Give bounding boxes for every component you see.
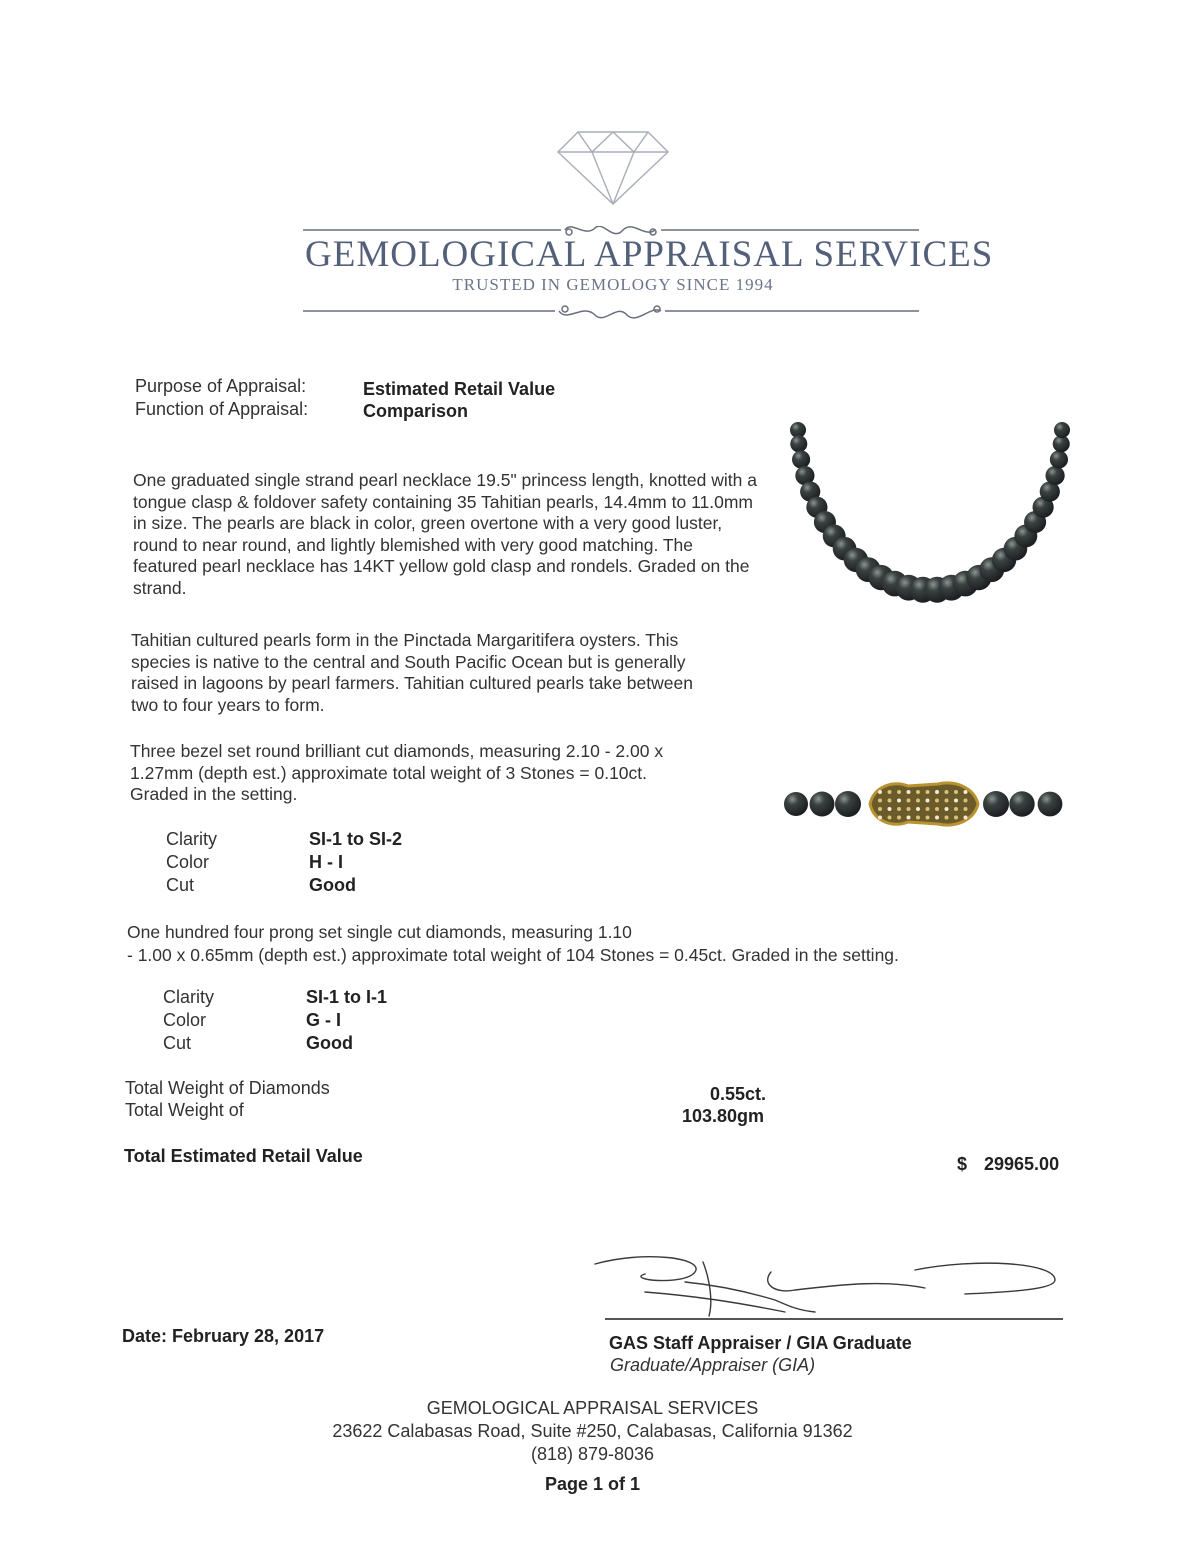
pave-diamond [907,816,911,820]
necklace-description: One graduated single strand pearl necklace 19.5" princess length, knotted with a tongue clasp & foldover safety containing 35 Tahitian pearls, 14.4mm to 11.0mm in size. The pearls are black in color, green overtone with a very good luster, round to near round, and lightly blemished with very good matching. The featured pearl necklace has 14KT yellow gold clasp and rondels. Graded on the strand. [133,470,757,598]
pave-diamond [945,799,949,803]
pave-diamond [935,790,939,794]
pave-diamond [926,807,930,811]
pave-diamond [907,799,911,803]
pave-diamond [907,807,911,811]
company-logo-title: GEMOLOGICAL APPRAISAL SERVICES [305,234,994,275]
clarity-value: SI-1 to SI-2 [309,829,403,849]
prong-diamonds-line-1: One hundred four prong set single cut diamonds, measuring 1.10 [127,922,632,942]
cut-label: Cut [166,875,195,895]
pave-diamond [926,799,930,803]
pave-diamond [897,799,901,803]
grades-table-prong [163,987,387,1056]
pave-diamond [878,807,882,811]
total-retail-value: 29965.00 [984,1154,1060,1174]
pave-diamond [964,807,968,811]
pave-diamond [888,807,892,811]
pave-diamond [916,807,920,811]
pave-diamond [888,816,892,820]
total-weight-value: 103.80gm [682,1106,765,1126]
pave-diamond [897,816,901,820]
pave-diamond [945,816,949,820]
total-weight-label: Total Weight of [125,1100,244,1120]
pearl [983,791,1009,817]
color-label: Color [163,1010,207,1030]
pave-diamond [935,807,939,811]
total-diamond-weight-value: 0.55ct. [710,1084,767,1104]
total-diamond-weight-label: Total Weight of Diamonds [125,1078,330,1098]
pave-diamond [888,790,892,794]
color-value: H - I [309,852,343,872]
pave-diamond [954,790,958,794]
tahitian-description: Tahitian cultured pearls form in the Pinctada Margaritifera oysters. This species is native to the central and South Pacific Ocean but is generally raised in lagoons by pearl farmers. Tahitian cultured pearls take between two to four years to form. [131,630,693,715]
pave-diamond [954,816,958,820]
pave-diamond [935,816,939,820]
clarity-label: Clarity [163,987,215,1007]
pave-diamond [916,799,920,803]
appraisal-date: Date: February 28, 2017 [122,1326,325,1346]
pearl-necklace-photo [780,410,1080,610]
cut-label: Cut [163,1033,192,1053]
clarity-label: Clarity [166,829,218,849]
pave-diamond [964,790,968,794]
pave-diamond [945,790,949,794]
total-retail-value-label: Total Estimated Retail Value [124,1146,363,1166]
pave-diamond [954,799,958,803]
footer-company: GEMOLOGICAL APPRAISAL SERVICES [426,1398,759,1418]
page-number: Page 1 of 1 [544,1474,641,1494]
footer-address: 23622 Calabasas Road, Suite #250, Calabasas, California 91362 [332,1421,853,1441]
pave-diamond [878,790,882,794]
gold-clasp [870,783,978,825]
pave-diamond [926,816,930,820]
pearl [1045,466,1064,485]
pearl [1050,450,1068,468]
pave-diamond [878,799,882,803]
purpose-label: Purpose of Appraisal: [135,376,307,396]
pearl [835,791,861,817]
color-value: G - I [306,1010,341,1030]
function-label: Function of Appraisal: [135,399,309,419]
cut-value: Good [309,875,356,895]
pearl [1038,792,1063,817]
pave-diamond [907,790,911,794]
pearl [790,435,807,452]
pave-diamond [897,807,901,811]
function-value: Comparison [363,401,469,421]
pave-diamond [916,790,920,794]
signature-line [605,1318,1063,1320]
pearl [792,450,810,468]
pearl [1054,422,1070,438]
pave-diamond [916,816,920,820]
pave-diamond [878,816,882,820]
purpose-value: Estimated Retail Value [363,379,556,399]
pave-diamond [964,816,968,820]
color-label: Color [166,852,210,872]
cut-value: Good [306,1033,353,1053]
appraiser-subtitle: Graduate/Appraiser (GIA) [610,1355,816,1375]
pave-diamond [935,799,939,803]
pearl [810,792,835,817]
pave-diamond [945,807,949,811]
pearl [1009,791,1034,816]
appraiser-signature [585,1250,1065,1322]
company-tagline: TRUSTED IN GEMOLOGY SINCE 1994 [452,275,774,294]
pearl-clasp-photo [778,770,1074,842]
pave-diamond [926,790,930,794]
pave-diamond [897,790,901,794]
diamond-logo-icon [556,130,670,206]
prong-diamonds-line-2: - 1.00 x 0.65mm (depth est.) approximate total weight of 104 Stones = 0.45ct. Graded in the setting. [127,945,899,965]
appraiser-title: GAS Staff Appraiser / GIA Graduate [609,1333,912,1353]
currency-symbol: $ [957,1154,968,1174]
logo-rule-bottom [303,303,919,334]
bezel-diamonds-description: Three bezel set round brilliant cut diamonds, measuring 2.10 - 2.00 x 1.27mm (depth est.) approximate total weight of 3 Stones = 0.10ct. Graded in the setting. [130,741,664,804]
pave-diamond [964,799,968,803]
clarity-value: SI-1 to I-1 [306,987,388,1007]
grades-table-bezel [166,829,402,898]
pave-diamond [954,807,958,811]
pave-diamond [888,799,892,803]
pearl [784,792,808,816]
footer-phone: (818) 879-8036 [530,1444,655,1464]
